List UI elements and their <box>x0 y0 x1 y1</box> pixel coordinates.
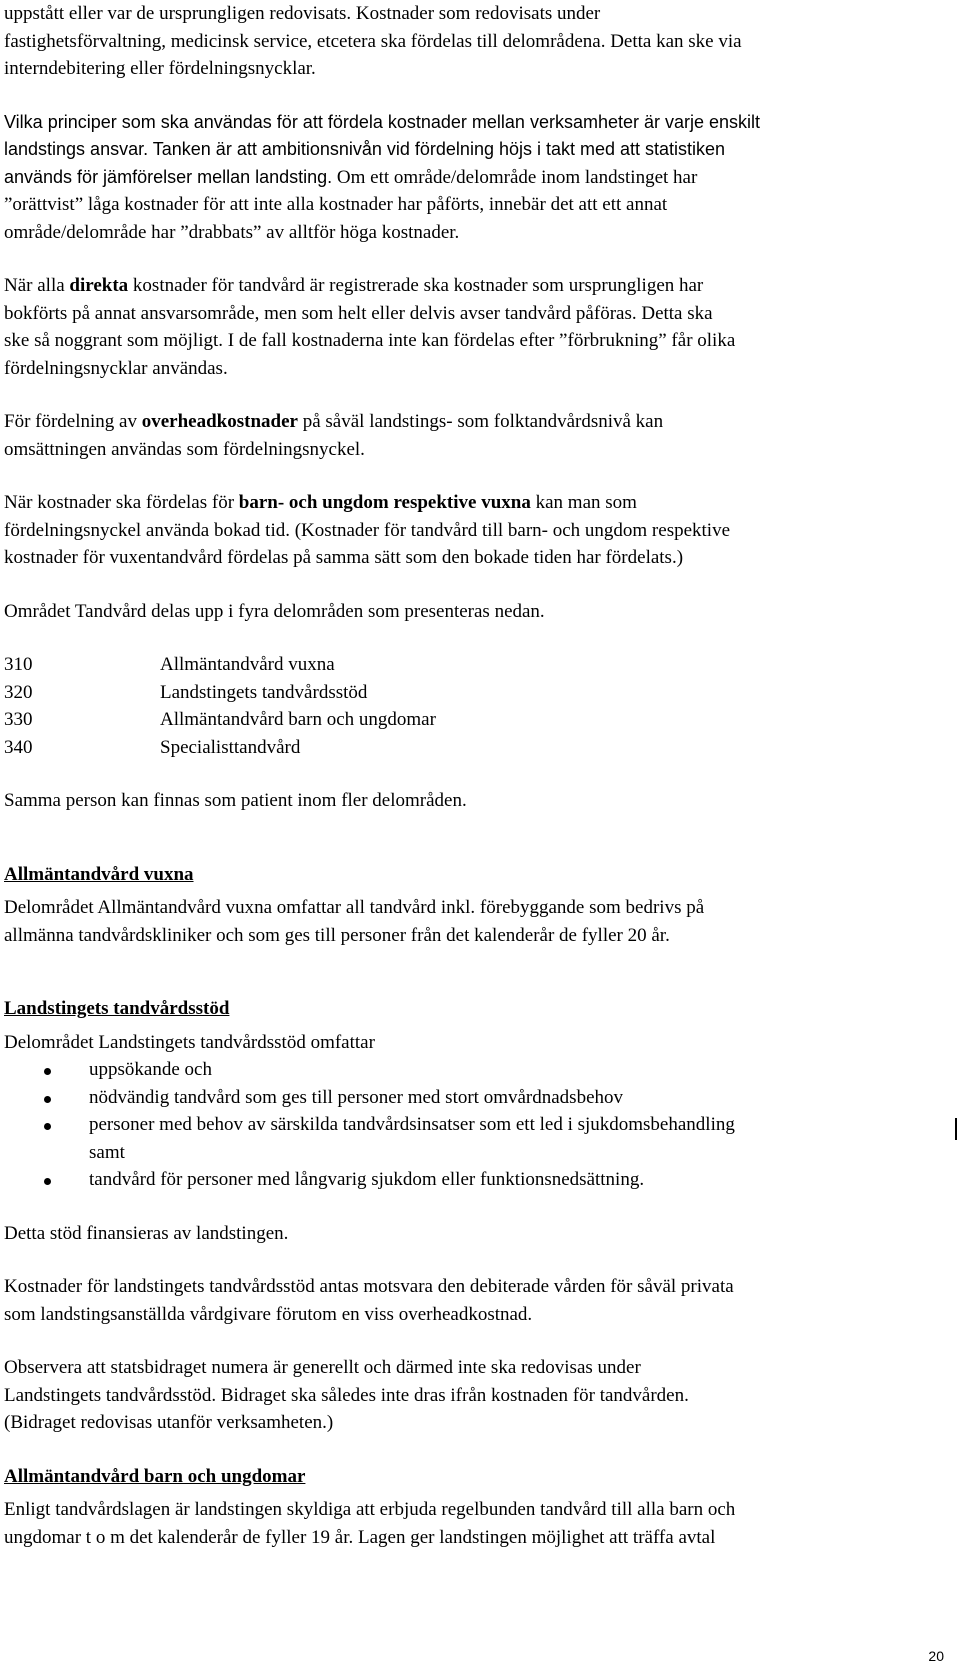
list-item-text: personer med behov av särskilda tandvårdsinsatser som ett led i sjukdomsbehandling <box>89 1114 735 1135</box>
text-run: kan man som <box>530 492 637 513</box>
text-line: Landstingets tandvårdsstöd. Bidraget ska således inte dras ifrån kostnaden för tandvården. <box>4 1384 689 1406</box>
code-320: 320 <box>4 681 33 703</box>
bullet-icon <box>44 1096 51 1103</box>
list-item-text: nödvändig tandvård som ges till personer med stort omvårdnadsbehov <box>89 1086 624 1108</box>
code-310: 310 <box>4 654 33 675</box>
text-line: fördelningsnycklar användas. <box>4 357 228 379</box>
text-line: används för jämförelser mellan landsting. <box>4 166 333 187</box>
text-line: område/delområde har ”drabbats” av alltför höga kostnader. <box>4 221 460 243</box>
list-item-text: samt <box>89 1141 125 1163</box>
text-line: bokförts på annat ansvarsområde, men som helt eller delvis avser tandvård påföras. Detta ska <box>4 302 713 324</box>
section-heading-dental-support: Landstingets tandvårdsstöd <box>4 998 230 1019</box>
intro-paragraph <box>4 0 944 83</box>
list-item <box>4 1111 944 1166</box>
text-line: Delområdet Allmäntandvård vuxna omfattar all tandvård inkl. förebyggande som bedrivs på <box>4 897 705 918</box>
children-paragraph <box>4 1496 944 1551</box>
text-line: Enligt tandvårdslagen är landstingen skyldiga att erbjuda regelbunden tandvård till alla barn och <box>4 1499 736 1520</box>
text-run: När kostnader ska fördelas för <box>4 492 239 513</box>
code-name: Landstingets tandvårdsstöd <box>160 681 368 703</box>
text-line: Vilka principer som ska användas för att fördela kostnader mellan verksamheter är varje enskilt <box>4 111 761 132</box>
list-item <box>4 1166 944 1194</box>
bold-term: barn- och ungdom respektive vuxna <box>238 492 531 513</box>
bullet-icon <box>44 1178 51 1185</box>
principles-paragraph <box>4 109 944 247</box>
text-line: fastighetsförvaltning, medicinsk service, etcetera ska fördelas till delområdena. Detta kan ske via <box>4 30 742 52</box>
text-line: Kostnader för landstingets tandvårdsstöd antas motsvara den debiterade vården för såväl privata <box>4 1276 734 1297</box>
text-line: Observera att statsbidraget numera är generellt och därmed inte ska redovisas under <box>4 1357 641 1378</box>
financing-note: Detta stöd finansieras av landstingen. <box>4 1222 289 1244</box>
text-line: fördelningsnyckel använda bokad tid. (Kostnader för tandvård till barn- och ungdom respektive <box>4 519 731 541</box>
text-line: (Bidraget redovisas utanför verksamheten.) <box>4 1412 334 1433</box>
text-line: ungdomar t o m det kalenderår de fyller 19 år. Lagen ger landstingen möjlighet att träffa avtal <box>4 1526 716 1548</box>
dental-support-bullets <box>4 1056 944 1194</box>
overhead-paragraph <box>4 408 944 463</box>
section-heading-children: Allmäntandvård barn och ungdomar <box>4 1465 306 1487</box>
text-run: För fördelning av <box>4 411 142 432</box>
list-item-text: uppsökande och <box>89 1059 212 1080</box>
text-line: ”orättvist” låga kostnader för att inte alla kostnader har påförts, innebär det att ett annat <box>4 194 668 215</box>
section-heading-adults: Allmäntandvård vuxna <box>4 863 194 885</box>
bold-term: direkta <box>69 275 129 296</box>
support-costs-paragraph <box>4 1273 944 1328</box>
text-line: som landstingsanställda vårdgivare förutom en viss overheadkostnad. <box>4 1303 533 1325</box>
code-name: Specialisttandvård <box>160 736 301 758</box>
code-name: Allmäntandvård barn och ungdomar <box>160 709 436 730</box>
bullet-icon <box>44 1123 51 1130</box>
same-person-note: Samma person kan finnas som patient inom fler delområden. <box>4 790 467 811</box>
text-line: ske så noggrant som möjligt. I de fall kostnaderna inte kan fördelas efter ”förbrukning” får olika <box>4 330 736 351</box>
text-line: Om ett område/delområde inom landstinget har <box>332 166 698 188</box>
area-intro: Området Tandvård delas upp i fyra delområden som presenteras nedan. <box>4 600 545 622</box>
subarea-code-list <box>4 651 944 761</box>
adults-paragraph <box>4 894 944 949</box>
list-item-text: tandvård för personer med långvarig sjukdom eller funktionsnedsättning. <box>89 1169 645 1190</box>
code-340: 340 <box>4 736 33 758</box>
children-adults-paragraph <box>4 489 944 572</box>
document-page <box>4 0 944 1551</box>
list-item <box>4 1056 944 1084</box>
page-number: 20 <box>928 1648 944 1664</box>
revision-bar <box>955 1118 957 1140</box>
text-line: allmänna tandvårdskliniker och som ges till personer från det kalenderår de fyller 20 år. <box>4 924 670 946</box>
text-line: omsättningen användas som fördelningsnyckel. <box>4 438 365 460</box>
text-line: landstings ansvar. Tanken är att ambitionsnivån vid fördelning höjs i takt med att statistiken <box>4 139 726 159</box>
text-run: kostnader för tandvård är registrerade ska kostnader som ursprungligen har <box>128 275 704 296</box>
text-run: på såväl landstings- som folktandvårdsnivå kan <box>297 411 664 432</box>
text-line: uppstått eller var de ursprungligen redovisats. Kostnader som redovisats under <box>4 3 601 24</box>
text-run: När alla <box>4 275 70 296</box>
direct-costs-paragraph <box>4 272 944 382</box>
code-330: 330 <box>4 709 33 730</box>
bullet-icon <box>44 1068 51 1075</box>
text-line: kostnader för vuxentandvård fördelas på samma sätt som den bokade tiden har fördelats.) <box>4 547 684 568</box>
code-name: Allmäntandvård vuxna <box>160 654 335 675</box>
list-item <box>4 1084 944 1112</box>
state-grant-paragraph <box>4 1354 944 1437</box>
bold-term: overheadkostnader <box>141 411 298 432</box>
dental-support-lead: Delområdet Landstingets tandvårdsstöd omfattar <box>4 1031 375 1053</box>
text-line: interndebitering eller fördelningsnycklar. <box>4 58 316 79</box>
